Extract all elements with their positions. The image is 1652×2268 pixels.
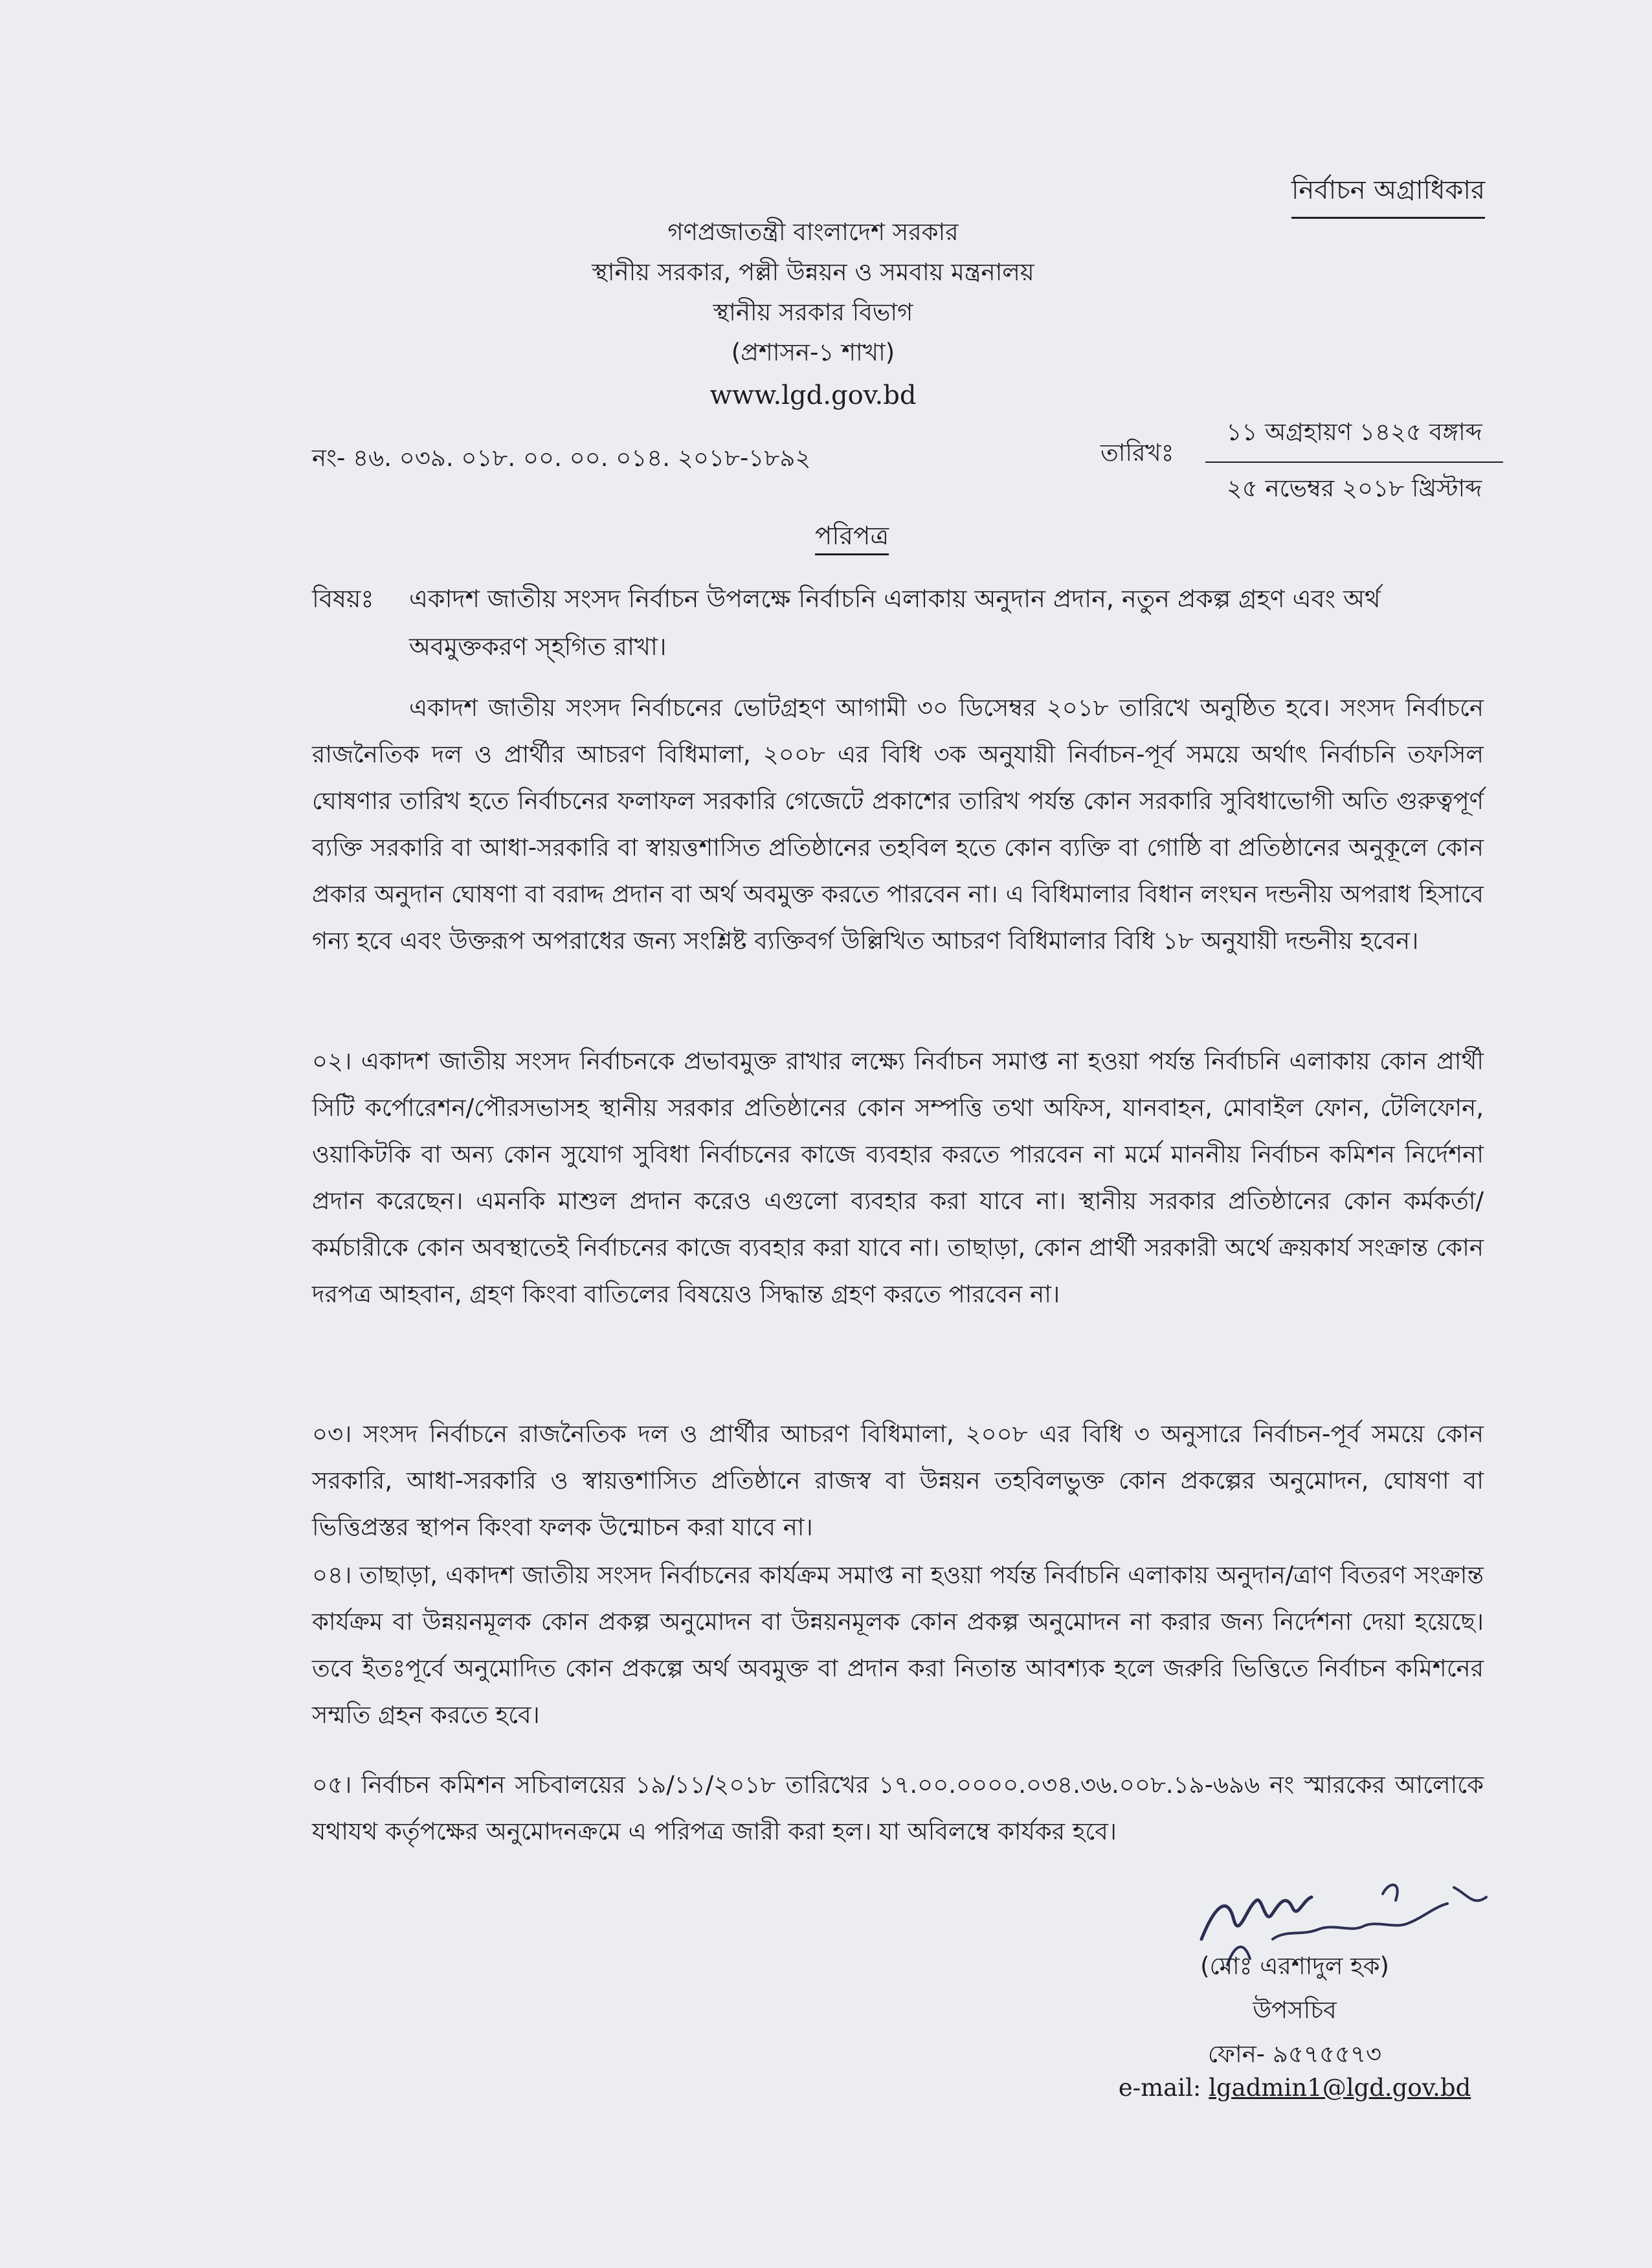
paragraph-4: ০৪। তাছাড়া, একাদশ জাতীয় সংসদ নির্বাচনের কার্যক্রম সমাপ্ত না হওয়া পর্যন্ত নির্বাচনি এলাকায় অনুদান/ত্রাণ বিতরণ সংক্রান্ত কার্যক্রম বা উন্নয়নমূলক কোন প্রকল্প অনুমোদন বা উন্নয়নমূলক কোন প্রকল্প অনুমোদন না করার জন্য নির্দেশনা দেয়া হয়েছে। তবে ইতঃপূর্বে অনুমোদিত কোন প্রকল্পে অর্থ অবমুক্ত বা প্রদান করা নিতান্ত আবশ্যক হলে জরুরি ভিত্তিতে নির্বাচন কমিশনের সম্মতি গ্রহন করতে হবে। <box>312 1561 1484 1729</box>
signatory-name: (মোঃ এরশাদুল হক) <box>1200 1952 1389 1980</box>
paragraph-1: একাদশ জাতীয় সংসদ নির্বাচনের ভোটগ্রহণ আগামী ৩০ ডিসেম্বর ২০১৮ তারিখে অনুষ্ঠিত হবে। সংসদ নির্বাচনে রাজনৈতিক দল ও প্রার্থীর আচরণ বিধিমালা, ২০০৮ এর বিধি ৩ক অনুযায়ী নির্বাচন-পূর্ব সময়ে অর্থাৎ নির্বাচনি তফসিল ঘোষণার তারিখ হতে নির্বাচনের ফলাফল সরকারি গেজেটে প্রকাশের তারিখ পর্যন্ত কোন সরকারি সুবিধাভোগী অতি গুরুত্বপূর্ণ ব্যক্তি সরকারি বা আধা-সরকারি বা স্বায়ত্তশাসিত প্রতিষ্ঠানের তহবিল হতে কোন ব্যক্তি বা গোষ্ঠি বা প্রতিষ্ঠানের অনুকূলে কোন প্রকার অনুদান ঘোষণা বা বরাদ্দ প্রদান বা অর্থ অবমুক্ত করতে পারবেন না। এ বিধিমালার বিধান লংঘন দন্ডনীয় অপরাধ হিসাবে গন্য হবে এবং উক্তরূপ অপরাধের জন্য সংশ্লিষ্ট ব্যক্তিবর্গ উল্লিখিত আচরণ বিধিমালার বিধি ১৮ অনুযায়ী দন্ডনীয় হবেন। <box>312 694 1484 955</box>
website-text: www.lgd.gov.bd <box>709 381 917 410</box>
document-title-text: পরিপত্র <box>815 522 889 555</box>
paragraph-3: ০৩। সংসদ নির্বাচনে রাজনৈতিক দল ও প্রার্থীর আচরণ বিধিমালা, ২০০৮ এর বিধি ৩ অনুসারে নির্বাচন-পূর্ব সময়ে কোন সরকারি, আধা-সরকারি ও স্বায়ত্তশাসিত প্রতিষ্ঠানে রাজস্ব বা উন্নয়ন তহবিলভুক্ত কোন প্রকল্পের অনুমোদন, ঘোষণা বা ভিত্তিপ্রস্তর স্থাপন কিংবা ফলক উন্মোচন করা যাবে না। <box>312 1420 1484 1541</box>
signatory-designation: উপসচিব <box>1253 1996 1337 2024</box>
document-title <box>0 517 1652 559</box>
signatory-phone: ফোন- ৯৫৭৫৫৭৩ <box>1207 2040 1382 2068</box>
division-name: স্থানীয় সরকার বিভাগ <box>713 298 913 326</box>
date-block <box>1205 413 1503 510</box>
email-link[interactable]: lgadmin1@lgd.gov.bd <box>1209 2074 1471 2102</box>
ministry-name: স্থানীয় সরকার, পল্লী উন্নয়ন ও সমবায় মন্ত্রনালয় <box>592 258 1034 286</box>
subject-block <box>312 575 1484 671</box>
paragraph-5: ০৫। নির্বাচন কমিশন সচিবালয়ের ১৯/১১/২০১৮ তারিখের ১৭.০০.০০০০.০৩৪.৩৬.০০৮.১৯-৬৯৬ নং স্মারকের আলোকে যথাযথ কর্তৃপক্ষের অনুমোদনক্রমে এ পরিপত্র জারী করা হল। যা অবিলম্বে কার্যকর হবে। <box>312 1771 1484 1845</box>
signatory-email <box>1068 2074 1521 2102</box>
signatory-block <box>1068 1944 1521 2076</box>
date-label: তারিখঃ <box>1100 439 1174 467</box>
government-name: গণপ্রজাতন্ত্রী বাংলাদেশ সরকার <box>667 218 959 246</box>
email-label: e-mail: <box>1118 2074 1201 2102</box>
letterhead <box>0 212 1652 416</box>
subject-label: বিষয়ঃ <box>312 584 374 613</box>
branch-name: (প্রশাসন-১ শাখা) <box>731 339 895 366</box>
subject-text: একাদশ জাতীয় সংসদ নির্বাচন উপলক্ষে নির্বাচনি এলাকায় অনুদান প্রদান, নতুন প্রকল্প গ্রহণ এবং অর্থ অবমুক্তকরণ স্হগিত রাখা। <box>409 584 1381 661</box>
date-gregorian: ২৫ নভেম্বর ২০১৮ খ্রিস্টাব্দ <box>1226 474 1482 502</box>
paragraph-2: ০২। একাদশ জাতীয় সংসদ নির্বাচনকে প্রভাবমুক্ত রাখার লক্ষ্যে নির্বাচন সমাপ্ত না হওয়া পর্যন্ত নির্বাচনি এলাকায় কোন প্রার্থী সিটি কর্পোরেশন/পৌরসভাসহ স্থানীয় সরকার প্রতিষ্ঠানের কোন সম্পত্তি তথা অফিস, যানবাহন, মোবাইল ফোন, টেলিফোন, ওয়াকিটকি বা অন্য কোন সুযোগ সুবিধা নির্বাচনের কাজে ব্যবহার করতে পারবেন না মর্মে মাননীয় নির্বাচন কমিশন নির্দেশনা প্রদান করেছেন। এমনকি মাশুল প্রদান করেও এগুলো ব্যবহার করা যাবে না। স্থানীয় সরকার প্রতিষ্ঠানের কোন কর্মকর্তা/কর্মচারীকে কোন অবস্থাতেই নির্বাচনের কাজে ব্যবহার করা যাবে না। তাছাড়া, কোন প্রার্থী সরকারী অর্থে ক্রয়কার্য সংক্রান্ত কোন দরপত্র আহবান, গ্রহণ কিংবা বাতিলের বিষয়েও সিদ্ধান্ত গ্রহণ করতে পারবেন না। <box>312 1047 1484 1308</box>
date-bangla: ১১ অগ্রহায়ণ ১৪২৫ বঙ্গাব্দ <box>1205 413 1503 463</box>
reference-number: নং- ৪৬. ০৩৯. ০১৮. ০০. ০০. ০১৪. ২০১৮-১৮৯২ <box>312 444 811 472</box>
priority-label: নির্বাচন অগ্রাধিকার <box>1291 170 1485 219</box>
